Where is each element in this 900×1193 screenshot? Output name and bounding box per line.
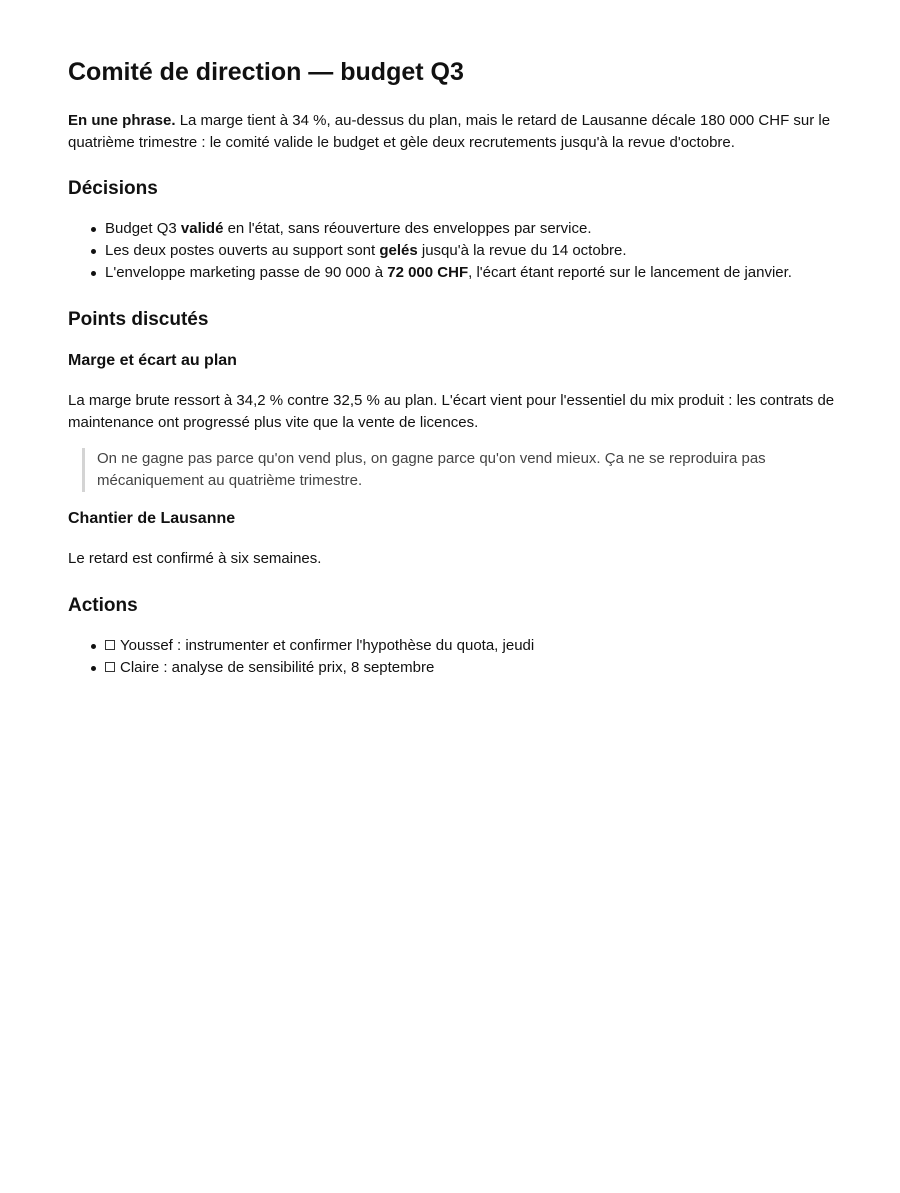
page-title: Comité de direction — budget Q3	[68, 58, 464, 86]
summary-paragraph	[68, 110, 838, 154]
decision-text: Budget Q3	[105, 220, 181, 237]
decision-item	[68, 262, 838, 284]
decision-item	[68, 218, 838, 240]
decision-text: L'enveloppe marketing passe de 90 000 à	[105, 264, 388, 281]
decisions-list	[68, 218, 838, 284]
decision-text: , l'écart étant reporté sur le lancement de janvier.	[468, 264, 792, 281]
marge-paragraph: La marge brute ressort à 34,2 % contre 32,5 % au plan. L'écart vient pour l'essentiel du mix produit : les contrats de maintenance ont progressé plus vite que la vente de licences.	[68, 392, 835, 431]
decision-text: jusqu'à la revue du 14 octobre.	[417, 242, 627, 259]
summary-text: La marge tient à 34 %, au-dessus du plan, mais le retard de Lausanne décale 180 000 CHF sur le quatrième trimestre : le comité valide le budget et gèle deux recrutements jusqu'à la revue d'octobre.	[68, 112, 831, 151]
action-text: Youssef : instrumenter et confirmer l'hypothèse du quota, jeudi	[120, 637, 535, 654]
summary-lead: En une phrase.	[68, 112, 176, 129]
decision-emphasis: validé	[180, 220, 224, 237]
action-text: Claire : analyse de sensibilité prix, 8 septembre	[120, 659, 435, 676]
quote-block: On ne gagne pas parce qu'on vend plus, on gagne parce qu'on vend mieux. Ça ne se reproduira pas mécaniquement au quatrième trimestre.	[82, 448, 802, 492]
lausanne-paragraph: Le retard est confirmé à six semaines.	[68, 550, 322, 567]
action-item	[68, 635, 838, 657]
decisions-heading: Décisions	[68, 178, 158, 199]
action-item	[68, 657, 838, 679]
lausanne-heading: Chantier de Lausanne	[68, 510, 236, 527]
decision-text: en l'état, sans réouverture des enveloppes par service.	[223, 220, 592, 237]
decision-text: Les deux postes ouverts au support sont	[105, 242, 380, 259]
checkbox-icon[interactable]	[105, 640, 115, 650]
decision-emphasis: gelés	[379, 242, 418, 259]
decision-item	[68, 240, 838, 262]
actions-heading: Actions	[68, 595, 138, 616]
marge-heading: Marge et écart au plan	[68, 352, 237, 369]
points-heading: Points discutés	[68, 309, 209, 330]
checkbox-icon[interactable]	[105, 662, 115, 672]
actions-list	[68, 635, 838, 679]
decision-emphasis: 72 000 CHF	[387, 264, 469, 281]
